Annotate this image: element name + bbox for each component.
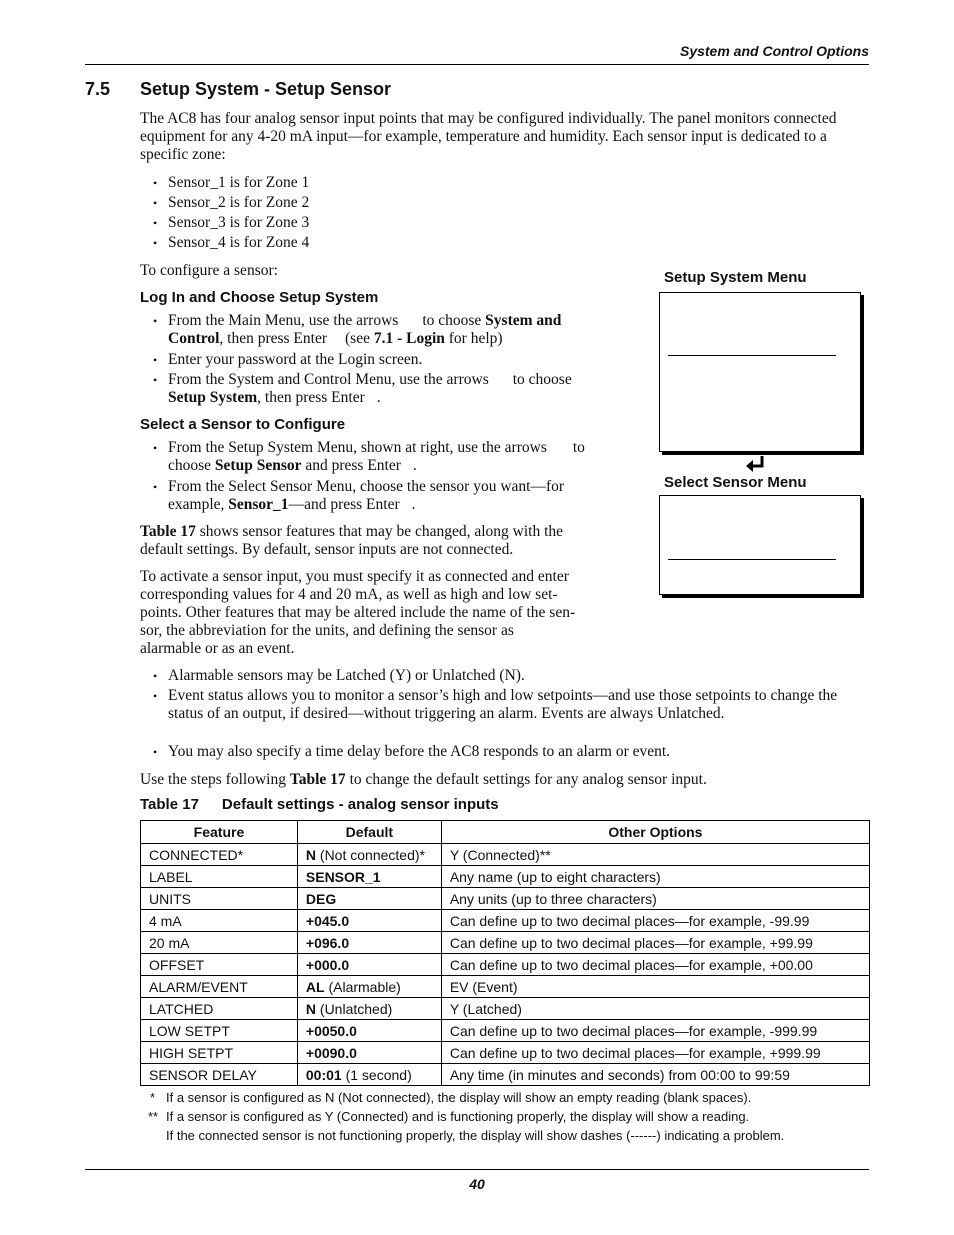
select-heading: Select a Sensor to Configure <box>140 416 346 433</box>
page-number: 40 <box>469 1176 485 1192</box>
default-note: (Unlatched) <box>316 1000 393 1017</box>
activate-paragraph: To activate a sensor input, you must specify it as connected and enter corresponding values for 4 and 20 mA, as well as high and low set- points. Other features that may be altered include the name of the sen- sor, the abbreviation for the units, and defining the sensor as alarmable or as an event. <box>140 568 576 657</box>
list-item: • Sensor_4 is for Zone 4 <box>153 234 310 251</box>
section-title: Setup System - Setup Sensor <box>140 79 392 99</box>
list-item: • From the Setup System Menu, shown at right, use the arrows to choose Setup Sensor and press Enter . <box>153 439 585 474</box>
default-value: +045.0 <box>305 912 350 929</box>
default-cell <box>297 910 441 932</box>
default-cell <box>297 932 441 954</box>
feature-cell: ALARM/EVENT <box>141 976 298 998</box>
default-cell <box>297 976 441 998</box>
configure-intro: To configure a sensor: <box>140 262 278 279</box>
other-options-cell: Y (Connected)** <box>441 844 869 866</box>
list-item: • You may also specify a time delay before the AC8 responds to an alarm or event. <box>153 743 671 760</box>
footnote-marker: ** <box>148 1109 159 1124</box>
default-cell <box>297 954 441 976</box>
setup-system-menu-panel <box>659 292 861 452</box>
default-value: N <box>305 1000 317 1017</box>
panel-divider <box>668 355 836 356</box>
list-item: • Event status allows you to monitor a sensor’s high and low setpoints—and use those setpoints to change the status of an output, if desired—without triggering an alarm. Events are always Unlatched. <box>153 687 838 722</box>
other-options-cell: Any name (up to eight characters) <box>441 866 869 888</box>
feature-cell: HIGH SETPT <box>141 1042 298 1064</box>
footnote-marker: * <box>150 1090 156 1105</box>
default-value: DEG <box>305 890 337 907</box>
default-note: (1 second) <box>341 1066 412 1083</box>
list-item: • Sensor_3 is for Zone 3 <box>153 214 310 231</box>
default-cell <box>297 1020 441 1042</box>
feature-cell: 20 mA <box>141 932 298 954</box>
section-number: 7.5 <box>85 79 111 99</box>
feature-cell: LOW SETPT <box>141 1020 298 1042</box>
footer-rule <box>85 1169 869 1170</box>
running-header-title: System and Control Options <box>679 43 869 59</box>
table-row <box>141 954 870 976</box>
table-row <box>141 1064 870 1086</box>
footnote: If the connected sensor is not functioning properly, the display will show dashes (------) indicating a problem. <box>166 1128 785 1143</box>
intro-paragraph: The AC8 has four analog sensor input points that may be configured individually. The panel monitors connected equipment for any 4-20 mA input—for example, temperature and humidity. Each sensor input is dedicated to a specific zone: <box>140 110 837 163</box>
panel-divider <box>668 559 836 560</box>
column-header-feature: Feature <box>141 821 298 844</box>
default-value: N <box>305 846 317 863</box>
table-row <box>141 866 870 888</box>
feature-cell: CONNECTED* <box>141 844 298 866</box>
default-cell <box>297 998 441 1020</box>
default-note: (Not connected)* <box>316 846 425 863</box>
login-heading: Log In and Choose Setup System <box>140 289 379 306</box>
table-row <box>141 888 870 910</box>
other-options-cell: EV (Event) <box>441 976 869 998</box>
list-item: • Alarmable sensors may be Latched (Y) or Unlatched (N). <box>153 667 525 684</box>
select-sensor-menu-panel <box>659 495 861 595</box>
other-options-cell: Any time (in minutes and seconds) from 00:00 to 99:59 <box>441 1064 869 1086</box>
feature-cell: SENSOR DELAY <box>141 1064 298 1086</box>
table-row <box>141 1042 870 1064</box>
other-options-cell: Can define up to two decimal places—for example, +00.00 <box>441 954 869 976</box>
list-item: • Sensor_2 is for Zone 2 <box>153 194 310 211</box>
default-cell <box>297 1042 441 1064</box>
default-note: (Alarmable) <box>324 978 401 995</box>
table-row <box>141 910 870 932</box>
other-options-cell: Can define up to two decimal places—for example, +999.99 <box>441 1042 869 1064</box>
list-item: • From the Select Sensor Menu, choose the sensor you want—for example, Sensor_1—and press Enter . <box>153 478 565 513</box>
default-cell <box>297 844 441 866</box>
header-rule <box>85 64 869 65</box>
default-cell <box>297 866 441 888</box>
list-item: • From the System and Control Menu, use the arrows to choose Setup System, then press Enter . <box>153 371 572 406</box>
default-value: +096.0 <box>305 934 350 951</box>
table-row <box>141 976 870 998</box>
default-value: +0050.0 <box>305 1022 357 1039</box>
table-row <box>141 844 870 866</box>
setup-system-menu-label: Setup System Menu <box>664 269 807 286</box>
defaults-table <box>140 820 870 1086</box>
feature-cell: 4 mA <box>141 910 298 932</box>
footnote: If a sensor is configured as N (Not connected), the display will show an empty reading (blank spaces). <box>166 1090 752 1105</box>
column-header-other-options: Other Options <box>441 821 869 844</box>
list-item: • Sensor_1 is for Zone 1 <box>153 174 310 191</box>
enter-key-icon <box>745 455 767 473</box>
list-item: • Enter your password at the Login screen. <box>153 351 423 368</box>
table-row <box>141 1020 870 1042</box>
select-sensor-menu-label: Select Sensor Menu <box>664 474 807 491</box>
column-header-default: Default <box>297 821 441 844</box>
list-item: • From the Main Menu, use the arrows to choose System and Control, then press Enter (see 7.1 - Login for help) <box>153 312 562 347</box>
feature-cell: UNITS <box>141 888 298 910</box>
feature-cell: OFFSET <box>141 954 298 976</box>
default-value: AL <box>305 978 325 995</box>
steps-paragraph: Use the steps following Table 17 to change the default settings for any analog sensor input. <box>140 771 707 788</box>
feature-cell: LABEL <box>141 866 298 888</box>
default-value: SENSOR_1 <box>305 868 381 885</box>
table-row <box>141 932 870 954</box>
feature-cell: LATCHED <box>141 998 298 1020</box>
table-header-row <box>141 821 870 844</box>
default-value: 00:01 <box>305 1066 342 1083</box>
default-value: +000.0 <box>305 956 350 973</box>
table-row <box>141 998 870 1020</box>
other-options-cell: Can define up to two decimal places—for example, -999.99 <box>441 1020 869 1042</box>
footnote: If a sensor is configured as Y (Connected) and is functioning properly, the display will show a reading. <box>166 1109 750 1124</box>
other-options-cell: Can define up to two decimal places—for example, +99.99 <box>441 932 869 954</box>
other-options-cell: Any units (up to three characters) <box>441 888 869 910</box>
default-cell <box>297 888 441 910</box>
table-caption: Table 17 Default settings - analog sensor inputs <box>140 796 499 813</box>
table-reference-paragraph: Table 17 shows sensor features that may be changed, along with the default settings. By default, sensor inputs are not connected. <box>140 523 564 558</box>
default-cell <box>297 1064 441 1086</box>
other-options-cell: Y (Latched) <box>441 998 869 1020</box>
default-value: +0090.0 <box>305 1044 357 1061</box>
other-options-cell: Can define up to two decimal places—for example, -99.99 <box>441 910 869 932</box>
